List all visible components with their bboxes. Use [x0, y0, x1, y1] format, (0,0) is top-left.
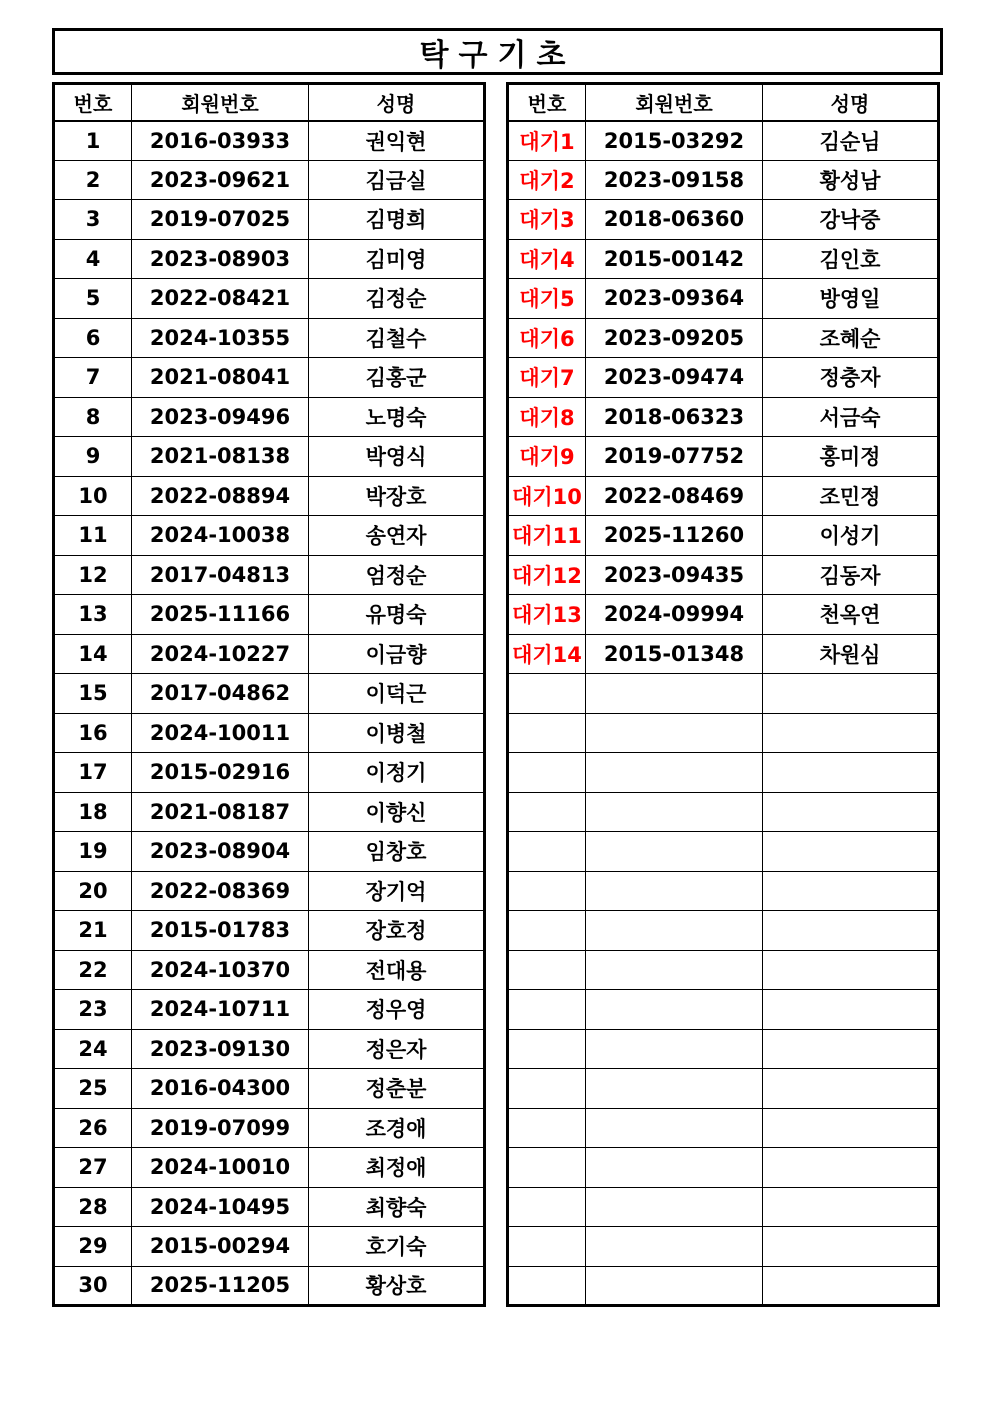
cell-no: [508, 832, 586, 872]
table-row: [508, 1029, 939, 1069]
cell-name: 이금향: [309, 634, 485, 674]
cell-name: 김금실: [309, 160, 485, 200]
cell-name: 조민정: [763, 476, 939, 516]
cell-no: 19: [54, 832, 132, 872]
cell-name: 정은자: [309, 1029, 485, 1069]
cell-name: 박장호: [309, 476, 485, 516]
header-no: 번호: [508, 84, 586, 121]
cell-name: 홍미정: [763, 437, 939, 477]
cell-no: 대기3: [508, 200, 586, 240]
cell-no: 24: [54, 1029, 132, 1069]
table-row: [54, 595, 485, 635]
cell-member-id: 2023-08903: [132, 239, 309, 279]
cell-member-id: 2016-03933: [132, 121, 309, 161]
cell-name: [763, 1227, 939, 1267]
cell-name: [763, 832, 939, 872]
table-row: [508, 1187, 939, 1227]
cell-no: 1: [54, 121, 132, 161]
cell-no: 17: [54, 753, 132, 793]
cell-member-id: 2023-09621: [132, 160, 309, 200]
table-row: [508, 1069, 939, 1109]
cell-no: [508, 753, 586, 793]
table-row: [54, 358, 485, 398]
cell-no: 대기14: [508, 634, 586, 674]
table-header-row: [54, 84, 485, 121]
cell-name: 임창호: [309, 832, 485, 872]
table-row: [508, 318, 939, 358]
cell-member-id: [586, 990, 763, 1030]
cell-name: [763, 911, 939, 951]
cell-member-id: [586, 1148, 763, 1188]
cell-name: [763, 871, 939, 911]
cell-no: 27: [54, 1148, 132, 1188]
cell-name: 천옥연: [763, 595, 939, 635]
cell-member-id: 2022-08421: [132, 279, 309, 319]
cell-member-id: [586, 713, 763, 753]
table-row: [508, 911, 939, 951]
header-member-id: 회원번호: [586, 84, 763, 121]
cell-no: 대기11: [508, 516, 586, 556]
cell-no: 대기13: [508, 595, 586, 635]
cell-name: 이병철: [309, 713, 485, 753]
cell-no: 21: [54, 911, 132, 951]
cell-no: 대기9: [508, 437, 586, 477]
table-row: [508, 555, 939, 595]
cell-member-id: 2024-10227: [132, 634, 309, 674]
table-row: [54, 476, 485, 516]
cell-no: 23: [54, 990, 132, 1030]
table-row: [54, 713, 485, 753]
cell-no: 대기10: [508, 476, 586, 516]
table-row: [54, 516, 485, 556]
cell-no: 대기4: [508, 239, 586, 279]
cell-no: [508, 1148, 586, 1188]
table-row: [508, 792, 939, 832]
cell-member-id: 2018-06323: [586, 397, 763, 437]
cell-name: 전대용: [309, 950, 485, 990]
waiting-table-body: [508, 121, 939, 1306]
cell-name: [763, 674, 939, 714]
header-name: 성명: [309, 84, 485, 121]
cell-name: [763, 1029, 939, 1069]
table-row: [54, 1069, 485, 1109]
cell-member-id: 2019-07025: [132, 200, 309, 240]
cell-name: 김명희: [309, 200, 485, 240]
cell-no: 2: [54, 160, 132, 200]
cell-member-id: [586, 753, 763, 793]
cell-name: 정충자: [763, 358, 939, 398]
cell-no: [508, 1266, 586, 1306]
cell-member-id: 2019-07752: [586, 437, 763, 477]
cell-no: 대기7: [508, 358, 586, 398]
table-row: [508, 437, 939, 477]
cell-member-id: 2025-11166: [132, 595, 309, 635]
cell-member-id: [586, 871, 763, 911]
cell-name: 호기숙: [309, 1227, 485, 1267]
cell-name: 조경애: [309, 1108, 485, 1148]
cell-member-id: 2022-08894: [132, 476, 309, 516]
table-row: [508, 674, 939, 714]
cell-name: 최정애: [309, 1148, 485, 1188]
table-row: [54, 950, 485, 990]
table-row: [54, 1148, 485, 1188]
table-row: [508, 160, 939, 200]
cell-name: 김미영: [309, 239, 485, 279]
cell-name: [763, 950, 939, 990]
cell-member-id: 2025-11260: [586, 516, 763, 556]
cell-member-id: 2023-09474: [586, 358, 763, 398]
cell-no: 13: [54, 595, 132, 635]
cell-no: [508, 1227, 586, 1267]
cell-name: 이정기: [309, 753, 485, 793]
cell-no: 29: [54, 1227, 132, 1267]
cell-member-id: 2017-04813: [132, 555, 309, 595]
table-row: [54, 121, 485, 161]
cell-name: [763, 792, 939, 832]
table-row: [54, 911, 485, 951]
table-row: [54, 1227, 485, 1267]
table-row: [508, 753, 939, 793]
table-row: [508, 200, 939, 240]
waiting-table: [506, 82, 940, 1307]
table-row: [508, 832, 939, 872]
cell-member-id: 2015-00142: [586, 239, 763, 279]
cell-no: 12: [54, 555, 132, 595]
cell-name: 김순님: [763, 121, 939, 161]
cell-name: 황성남: [763, 160, 939, 200]
cell-member-id: 2015-02916: [132, 753, 309, 793]
cell-no: 3: [54, 200, 132, 240]
cell-member-id: 2023-08904: [132, 832, 309, 872]
table-row: [508, 950, 939, 990]
cell-member-id: 2021-08187: [132, 792, 309, 832]
cell-name: 조혜순: [763, 318, 939, 358]
cell-member-id: 2016-04300: [132, 1069, 309, 1109]
cell-no: [508, 1108, 586, 1148]
table-row: [508, 358, 939, 398]
cell-member-id: 2024-10011: [132, 713, 309, 753]
table-row: [508, 1108, 939, 1148]
cell-no: [508, 911, 586, 951]
table-row: [54, 555, 485, 595]
cell-no: 대기6: [508, 318, 586, 358]
cell-no: 9: [54, 437, 132, 477]
table-row: [54, 634, 485, 674]
cell-member-id: [586, 674, 763, 714]
cell-name: [763, 713, 939, 753]
header-name: 성명: [763, 84, 939, 121]
table-row: [508, 713, 939, 753]
cell-name: 차원심: [763, 634, 939, 674]
cell-name: 김인호: [763, 239, 939, 279]
table-row: [54, 674, 485, 714]
cell-no: 4: [54, 239, 132, 279]
cell-no: [508, 950, 586, 990]
cell-no: 26: [54, 1108, 132, 1148]
cell-member-id: 2023-09130: [132, 1029, 309, 1069]
table-row: [508, 516, 939, 556]
cell-name: 이성기: [763, 516, 939, 556]
cell-member-id: 2025-11205: [132, 1266, 309, 1306]
table-row: [508, 990, 939, 1030]
table-row: [508, 871, 939, 911]
cell-member-id: [586, 950, 763, 990]
cell-name: 최향숙: [309, 1187, 485, 1227]
cell-no: [508, 1029, 586, 1069]
cell-member-id: 2022-08369: [132, 871, 309, 911]
table-row: [508, 634, 939, 674]
table-header-row: [508, 84, 939, 121]
cell-name: [763, 1069, 939, 1109]
cell-no: 대기2: [508, 160, 586, 200]
cell-member-id: 2024-10355: [132, 318, 309, 358]
cell-member-id: 2017-04862: [132, 674, 309, 714]
table-row: [54, 160, 485, 200]
cell-member-id: 2018-06360: [586, 200, 763, 240]
cell-no: 14: [54, 634, 132, 674]
table-row: [54, 279, 485, 319]
cell-name: 방영일: [763, 279, 939, 319]
cell-name: 강낙중: [763, 200, 939, 240]
table-row: [54, 753, 485, 793]
table-row: [54, 871, 485, 911]
cell-no: [508, 792, 586, 832]
table-row: [508, 239, 939, 279]
cell-name: [763, 753, 939, 793]
cell-name: 장기억: [309, 871, 485, 911]
table-row: [508, 1227, 939, 1267]
cell-name: 정우영: [309, 990, 485, 1030]
cell-name: 유명숙: [309, 595, 485, 635]
cell-no: [508, 713, 586, 753]
header-member-id: 회원번호: [132, 84, 309, 121]
table-row: [508, 1148, 939, 1188]
cell-name: 김동자: [763, 555, 939, 595]
table-row: [54, 318, 485, 358]
table-row: [54, 1266, 485, 1306]
cell-no: 11: [54, 516, 132, 556]
cell-member-id: 2015-03292: [586, 121, 763, 161]
cell-no: [508, 871, 586, 911]
cell-name: 장호정: [309, 911, 485, 951]
cell-no: 15: [54, 674, 132, 714]
cell-no: 16: [54, 713, 132, 753]
table-row: [54, 239, 485, 279]
cell-no: [508, 674, 586, 714]
cell-member-id: 2024-10711: [132, 990, 309, 1030]
cell-member-id: [586, 1227, 763, 1267]
cell-name: 송연자: [309, 516, 485, 556]
table-row: [508, 1266, 939, 1306]
cell-member-id: 2019-07099: [132, 1108, 309, 1148]
cell-name: [763, 1108, 939, 1148]
cell-name: 서금숙: [763, 397, 939, 437]
cell-name: 엄정순: [309, 555, 485, 595]
cell-name: 정춘분: [309, 1069, 485, 1109]
cell-member-id: 2015-01783: [132, 911, 309, 951]
table-row: [54, 1108, 485, 1148]
cell-no: 대기5: [508, 279, 586, 319]
cell-name: 박영식: [309, 437, 485, 477]
table-row: [54, 1029, 485, 1069]
cell-no: [508, 1187, 586, 1227]
cell-no: 대기12: [508, 555, 586, 595]
page-title: 탁구기초: [52, 28, 943, 75]
cell-no: 7: [54, 358, 132, 398]
cell-no: 대기8: [508, 397, 586, 437]
table-row: [508, 121, 939, 161]
cell-name: 이덕근: [309, 674, 485, 714]
cell-no: 10: [54, 476, 132, 516]
cell-member-id: [586, 792, 763, 832]
cell-member-id: 2015-00294: [132, 1227, 309, 1267]
cell-member-id: 2023-09158: [586, 160, 763, 200]
cell-member-id: 2022-08469: [586, 476, 763, 516]
cell-member-id: [586, 1029, 763, 1069]
cell-name: 김정순: [309, 279, 485, 319]
cell-no: 6: [54, 318, 132, 358]
table-row: [54, 990, 485, 1030]
table-row: [54, 200, 485, 240]
cell-member-id: [586, 832, 763, 872]
cell-member-id: 2024-10495: [132, 1187, 309, 1227]
header-no: 번호: [54, 84, 132, 121]
table-row: [508, 279, 939, 319]
cell-member-id: [586, 911, 763, 951]
cell-name: 김홍군: [309, 358, 485, 398]
cell-name: [763, 1266, 939, 1306]
cell-no: 28: [54, 1187, 132, 1227]
cell-no: 18: [54, 792, 132, 832]
cell-no: [508, 990, 586, 1030]
cell-member-id: 2024-10038: [132, 516, 309, 556]
table-row: [508, 595, 939, 635]
table-row: [508, 397, 939, 437]
cell-member-id: 2021-08041: [132, 358, 309, 398]
table-row: [54, 437, 485, 477]
table-row: [54, 1187, 485, 1227]
cell-name: 황상호: [309, 1266, 485, 1306]
table-row: [54, 832, 485, 872]
cell-member-id: [586, 1187, 763, 1227]
cell-no: 8: [54, 397, 132, 437]
cell-member-id: [586, 1069, 763, 1109]
cell-no: 5: [54, 279, 132, 319]
member-table-body: [54, 121, 485, 1306]
cell-member-id: 2024-10010: [132, 1148, 309, 1188]
cell-name: [763, 990, 939, 1030]
cell-member-id: 2024-09994: [586, 595, 763, 635]
cell-name: [763, 1187, 939, 1227]
table-row: [508, 476, 939, 516]
cell-no: 25: [54, 1069, 132, 1109]
cell-name: [763, 1148, 939, 1188]
cell-no: 30: [54, 1266, 132, 1306]
cell-no: 20: [54, 871, 132, 911]
cell-name: 김철수: [309, 318, 485, 358]
table-row: [54, 792, 485, 832]
cell-member-id: 2015-01348: [586, 634, 763, 674]
cell-name: 이향신: [309, 792, 485, 832]
cell-member-id: 2024-10370: [132, 950, 309, 990]
table-row: [54, 397, 485, 437]
cell-no: 대기1: [508, 121, 586, 161]
cell-no: [508, 1069, 586, 1109]
cell-member-id: 2023-09205: [586, 318, 763, 358]
member-table: [52, 82, 486, 1307]
cell-member-id: 2021-08138: [132, 437, 309, 477]
cell-no: 22: [54, 950, 132, 990]
cell-member-id: 2023-09496: [132, 397, 309, 437]
cell-name: 권익현: [309, 121, 485, 161]
cell-member-id: [586, 1108, 763, 1148]
cell-name: 노명숙: [309, 397, 485, 437]
cell-member-id: 2023-09435: [586, 555, 763, 595]
cell-member-id: [586, 1266, 763, 1306]
cell-member-id: 2023-09364: [586, 279, 763, 319]
